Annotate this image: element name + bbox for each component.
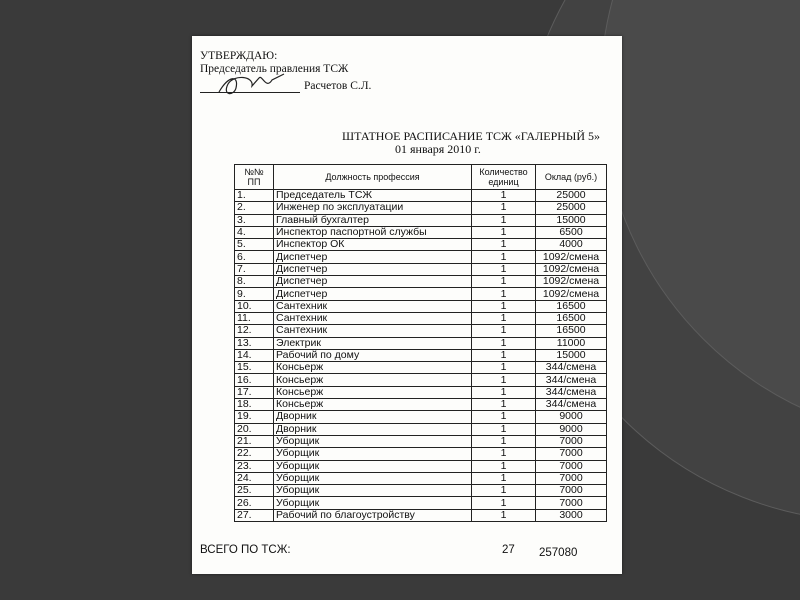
table-row [235,190,607,202]
row-salary: 16500 [536,300,607,312]
table-row [235,226,607,238]
row-num: 17. [235,386,274,398]
row-count: 1 [472,362,536,374]
row-num: 23. [235,460,274,472]
row-count: 1 [472,374,536,386]
table-row [235,386,607,398]
row-salary: 7000 [536,435,607,447]
signature-line [200,92,300,93]
row-num: 15. [235,362,274,374]
signer-name: Расчетов С.Л. [304,80,372,92]
row-salary: 1092/смена [536,263,607,275]
row-count: 1 [472,497,536,509]
row-salary: 4000 [536,239,607,251]
table-row [235,251,607,263]
row-position: Сантехник [274,312,472,324]
row-position: Сантехник [274,325,472,337]
row-num: 24. [235,472,274,484]
table-row [235,202,607,214]
row-salary: 25000 [536,202,607,214]
row-position: Уборщик [274,497,472,509]
row-count: 1 [472,325,536,337]
row-count: 1 [472,190,536,202]
header-salary: Оклад (руб.) [536,165,607,190]
row-position: Диспетчер [274,288,472,300]
row-salary: 7000 [536,472,607,484]
table-row [235,460,607,472]
row-position: Консьерж [274,399,472,411]
row-count: 1 [472,485,536,497]
row-position: Главный бухгалтер [274,214,472,226]
row-salary: 344/смена [536,386,607,398]
table-row [235,448,607,460]
row-count: 1 [472,202,536,214]
row-num: 27. [235,509,274,521]
table-row [235,362,607,374]
header-count: Количество единиц [472,165,536,190]
row-count: 1 [472,226,536,238]
row-count: 1 [472,472,536,484]
signature-graphic [214,70,294,100]
row-position: Рабочий по дому [274,349,472,361]
row-salary: 25000 [536,190,607,202]
row-count: 1 [472,386,536,398]
row-salary: 1092/смена [536,276,607,288]
row-num: 26. [235,497,274,509]
row-count: 1 [472,239,536,251]
row-salary: 344/смена [536,362,607,374]
row-num: 9. [235,288,274,300]
table-row [235,423,607,435]
row-position: Рабочий по благоустройству [274,509,472,521]
row-num: 13. [235,337,274,349]
row-position: Диспетчер [274,251,472,263]
table-row [235,509,607,521]
row-count: 1 [472,251,536,263]
total-sum: 257080 [539,547,578,559]
table-row [235,349,607,361]
row-count: 1 [472,411,536,423]
row-salary: 9000 [536,411,607,423]
row-num: 19. [235,411,274,423]
row-salary: 344/смена [536,399,607,411]
table-row [235,472,607,484]
row-position: Консьерж [274,386,472,398]
document-title: ШТАТНОЕ РАСПИСАНИЕ ТСЖ «ГАЛЕРНЫЙ 5» [342,129,601,143]
table-row [235,239,607,251]
row-position: Инспектор паспортной службы [274,226,472,238]
table-row [235,337,607,349]
row-salary: 344/смена [536,374,607,386]
row-count: 1 [472,300,536,312]
row-num: 10. [235,300,274,312]
row-position: Электрик [274,337,472,349]
row-count: 1 [472,263,536,275]
row-salary: 16500 [536,312,607,324]
row-position: Диспетчер [274,263,472,275]
row-count: 1 [472,288,536,300]
table-row [235,411,607,423]
row-salary: 1092/смена [536,251,607,263]
document-page [192,36,622,574]
row-count: 1 [472,509,536,521]
row-salary: 16500 [536,325,607,337]
row-position: Дворник [274,411,472,423]
row-count: 1 [472,448,536,460]
row-position: Сантехник [274,300,472,312]
row-count: 1 [472,460,536,472]
row-salary: 1092/смена [536,288,607,300]
header-position: Должность профессия [274,165,472,190]
row-count: 1 [472,423,536,435]
table-row [235,214,607,226]
table-row [235,276,607,288]
row-count: 1 [472,214,536,226]
table-row [235,399,607,411]
table-row [235,435,607,447]
row-salary: 7000 [536,485,607,497]
row-position: Уборщик [274,472,472,484]
row-count: 1 [472,276,536,288]
row-num: 1. [235,190,274,202]
row-position: Инженер по эксплуатации [274,202,472,214]
table-row [235,497,607,509]
row-position: Консьерж [274,374,472,386]
row-position: Уборщик [274,485,472,497]
total-label: ВСЕГО ПО ТСЖ: [200,544,291,556]
row-num: 22. [235,448,274,460]
row-num: 2. [235,202,274,214]
table-row [235,325,607,337]
row-count: 1 [472,337,536,349]
row-count: 1 [472,399,536,411]
row-num: 20. [235,423,274,435]
table-header-row [235,165,607,190]
total-count: 27 [502,544,515,556]
row-num: 12. [235,325,274,337]
row-position: Уборщик [274,448,472,460]
approval-heading: УТВЕРЖДАЮ: [200,50,278,62]
row-num: 14. [235,349,274,361]
document-date: 01 января 2010 г. [395,142,481,156]
row-salary: 7000 [536,460,607,472]
row-salary: 15000 [536,214,607,226]
row-salary: 15000 [536,349,607,361]
row-num: 18. [235,399,274,411]
row-salary: 6500 [536,226,607,238]
table-row [235,300,607,312]
row-num: 11. [235,312,274,324]
staff-table [234,164,607,522]
row-count: 1 [472,435,536,447]
row-num: 6. [235,251,274,263]
table-row [235,374,607,386]
row-position: Дворник [274,423,472,435]
row-num: 16. [235,374,274,386]
table-row [235,288,607,300]
row-count: 1 [472,312,536,324]
table-row [235,263,607,275]
row-num: 4. [235,226,274,238]
row-position: Уборщик [274,435,472,447]
row-salary: 11000 [536,337,607,349]
header-num: №№ ПП [235,165,274,190]
row-num: 21. [235,435,274,447]
row-salary: 3000 [536,509,607,521]
row-num: 25. [235,485,274,497]
row-salary: 7000 [536,497,607,509]
row-num: 8. [235,276,274,288]
row-position: Диспетчер [274,276,472,288]
table-row [235,485,607,497]
row-position: Председатель ТСЖ [274,190,472,202]
approval-role: Председатель правления ТСЖ [200,63,349,75]
row-position: Инспектор ОК [274,239,472,251]
row-count: 1 [472,349,536,361]
row-salary: 9000 [536,423,607,435]
row-salary: 7000 [536,448,607,460]
row-num: 3. [235,214,274,226]
table-row [235,312,607,324]
row-num: 5. [235,239,274,251]
row-num: 7. [235,263,274,275]
row-position: Консьерж [274,362,472,374]
row-position: Уборщик [274,460,472,472]
